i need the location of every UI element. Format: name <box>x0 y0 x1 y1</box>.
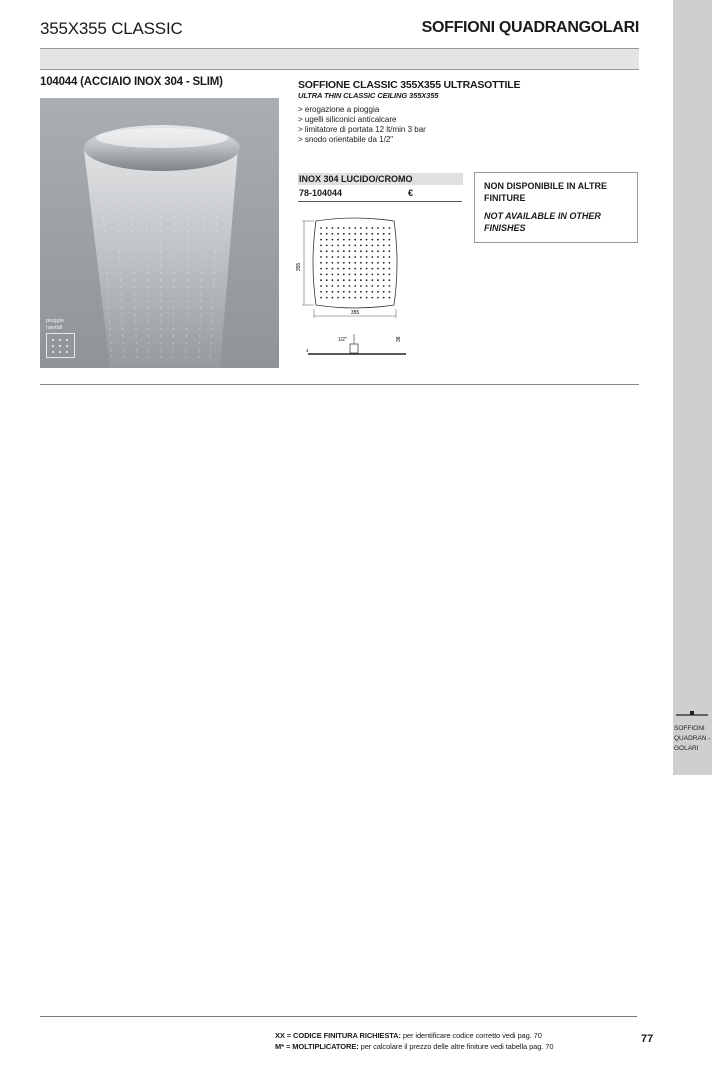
nozzle-dot <box>377 233 379 235</box>
nozzle-dot <box>326 285 328 287</box>
footer-text: per identificare codice corretto vedi pag. 70 <box>400 1031 542 1040</box>
section-divider <box>40 384 639 385</box>
footer-code-m: M* <box>275 1042 284 1051</box>
product-subtitle: ULTRA THIN CLASSIC CEILING 355X355 <box>298 91 439 100</box>
nozzle-dot <box>332 256 334 258</box>
nozzle-dot <box>320 239 322 241</box>
photo-caption <box>46 318 64 332</box>
nozzle-dot <box>371 245 373 247</box>
nozzle-dot <box>360 279 362 281</box>
nozzle-dot <box>371 274 373 276</box>
nozzle-dot <box>343 297 345 299</box>
nozzle-dot <box>326 262 328 264</box>
nozzle-dot <box>366 274 368 276</box>
nozzle-dot <box>320 291 322 293</box>
nozzle-dot <box>332 227 334 229</box>
nozzle-dot <box>326 250 328 252</box>
nozzle-dot <box>360 285 362 287</box>
feature-item: > ugelli siliconici anticalcare <box>298 115 397 124</box>
nozzle-dot <box>332 279 334 281</box>
nozzle-dot <box>337 245 339 247</box>
photo-caption-line: pioggia <box>46 318 64 324</box>
nozzle-dot <box>383 274 385 276</box>
nozzle-dot <box>343 245 345 247</box>
nozzle-dot <box>354 256 356 258</box>
page-number: 77 <box>641 1033 654 1045</box>
nozzle-dot <box>366 245 368 247</box>
nozzle-dot <box>389 250 391 252</box>
nozzle-dot <box>377 256 379 258</box>
nozzle-dot <box>377 279 379 281</box>
nozzle-dot <box>326 279 328 281</box>
nozzle-dot <box>360 256 362 258</box>
nozzle-dot <box>371 250 373 252</box>
nozzle-dot <box>343 256 345 258</box>
nozzle-dot <box>354 291 356 293</box>
thickness-dimension-label: 4 <box>306 348 309 353</box>
nozzle-dot <box>354 233 356 235</box>
nozzle-dot <box>326 256 328 258</box>
nozzle-dot <box>371 285 373 287</box>
footer-label: = MOLTIPLICATORE: <box>283 1042 359 1051</box>
nozzle-dot <box>360 250 362 252</box>
nozzle-dot <box>349 285 351 287</box>
width-dimension-label: 355 <box>350 310 360 316</box>
nozzle-dot <box>343 291 345 293</box>
nozzle-dot <box>366 239 368 241</box>
nozzle-dot <box>389 262 391 264</box>
nozzle-dot <box>326 268 328 270</box>
nozzle-dot <box>371 262 373 264</box>
nozzle-dot <box>377 268 379 270</box>
nozzle-dot <box>354 262 356 264</box>
nozzle-dot <box>332 291 334 293</box>
nozzle-dot <box>326 297 328 299</box>
nozzle-dot <box>332 262 334 264</box>
product-code: 78-104044 <box>299 188 343 198</box>
nozzle-dot <box>349 256 351 258</box>
nozzle-dot <box>326 239 328 241</box>
nozzle-dot <box>320 245 322 247</box>
rainfall-grid-icon <box>46 333 75 358</box>
nozzle-dot <box>366 285 368 287</box>
nozzle-dot <box>389 239 391 241</box>
nozzle-dot <box>389 274 391 276</box>
footer-code-xx: XX <box>275 1031 285 1040</box>
nozzle-dot <box>371 297 373 299</box>
nozzle-dot <box>349 245 351 247</box>
nozzle-dot <box>343 279 345 281</box>
nozzle-dot <box>337 279 339 281</box>
feature-list <box>298 105 426 145</box>
nozzle-dot <box>320 279 322 281</box>
price-currency: € <box>408 188 414 198</box>
nozzle-dot <box>332 274 334 276</box>
nozzle-dot <box>354 268 356 270</box>
nozzle-dot <box>337 250 339 252</box>
footer-note-finish-code <box>275 1031 542 1040</box>
nozzle-dot <box>349 227 351 229</box>
nozzle-dot <box>332 245 334 247</box>
nozzle-dot <box>360 239 362 241</box>
nozzle-dot <box>337 268 339 270</box>
nozzle-dot <box>377 297 379 299</box>
feature-item: > erogazione a pioggia <box>298 105 380 114</box>
nozzle-dot <box>366 268 368 270</box>
thread-dimension-label: 1/2" <box>338 337 347 343</box>
nozzle-dot <box>349 268 351 270</box>
shower-head-icon <box>676 708 708 718</box>
nozzle-dot <box>337 227 339 229</box>
nozzle-dot <box>360 297 362 299</box>
nozzle-dot <box>343 268 345 270</box>
availability-notice <box>474 172 638 243</box>
nozzle-dot <box>371 268 373 270</box>
footer-text: per calcolare il prezzo delle altre finiture vedi tabella pag. 70 <box>358 1042 554 1051</box>
nozzle-dot <box>326 245 328 247</box>
nozzle-dot <box>383 262 385 264</box>
nozzle-dot <box>371 279 373 281</box>
nozzle-dot <box>371 239 373 241</box>
nozzle-dot <box>383 227 385 229</box>
product-code-row <box>298 188 462 202</box>
nozzle-dot <box>377 262 379 264</box>
nozzle-dot <box>349 239 351 241</box>
nozzle-dot <box>320 256 322 258</box>
nozzle-dot <box>389 279 391 281</box>
section-title: SOFFIONI QUADRANGOLARI <box>421 19 639 36</box>
nozzle-dot <box>337 239 339 241</box>
nozzle-dot <box>389 256 391 258</box>
nozzle-dot <box>383 268 385 270</box>
nozzle-dot <box>377 274 379 276</box>
nozzle-dot <box>354 279 356 281</box>
nozzle-dot <box>332 268 334 270</box>
nozzle-dot <box>354 227 356 229</box>
nozzle-dot <box>377 250 379 252</box>
nozzle-dot <box>349 262 351 264</box>
nozzle-dot <box>383 245 385 247</box>
nozzle-dot <box>326 227 328 229</box>
nozzle-dot <box>389 291 391 293</box>
nozzle-dot <box>326 233 328 235</box>
photo-caption-line: rainfall <box>46 325 63 331</box>
nozzle-dot <box>377 285 379 287</box>
nozzle-dot <box>360 291 362 293</box>
nozzle-dot <box>332 233 334 235</box>
nozzle-dot <box>383 256 385 258</box>
nozzle-dot <box>366 233 368 235</box>
nozzle-dot <box>360 227 362 229</box>
product-title: SOFFIONE CLASSIC 355X355 ULTRASOTTILE <box>298 79 521 91</box>
nozzle-dot <box>371 291 373 293</box>
nozzle-dot <box>343 285 345 287</box>
nozzle-dot <box>354 285 356 287</box>
nozzle-dot <box>389 285 391 287</box>
depth-dimension-label: 38 <box>396 336 402 342</box>
nozzle-dot <box>320 250 322 252</box>
nozzle-dot <box>383 279 385 281</box>
nozzle-dot <box>377 291 379 293</box>
nozzle-dot <box>383 285 385 287</box>
nozzle-dot <box>332 285 334 287</box>
nozzle-dot <box>349 274 351 276</box>
nozzle-dot <box>366 262 368 264</box>
product-sku-title: 104044 (ACCIAIO INOX 304 - SLIM) <box>40 76 223 88</box>
nozzle-dot <box>320 233 322 235</box>
nozzle-dot <box>366 227 368 229</box>
header-band <box>40 48 639 70</box>
nozzle-dot <box>343 250 345 252</box>
nozzle-dot <box>354 250 356 252</box>
nozzle-dot <box>337 233 339 235</box>
finish-header: INOX 304 LUCIDO/CROMO <box>298 173 463 185</box>
nozzle-dot <box>371 256 373 258</box>
nozzle-dot <box>320 297 322 299</box>
nozzle-dot <box>383 250 385 252</box>
nozzle-dot <box>326 291 328 293</box>
nozzle-dot <box>343 274 345 276</box>
nozzle-dot <box>383 297 385 299</box>
notice-italian: NON DISPONIBILE IN ALTRE FINITURE <box>484 181 608 203</box>
nozzle-dot <box>383 233 385 235</box>
nozzle-dot <box>337 285 339 287</box>
feature-item: > limitatore di portata 12 lt/min 3 bar <box>298 125 426 134</box>
nozzle-dot <box>366 297 368 299</box>
product-photo <box>40 98 279 368</box>
nozzle-dot <box>389 245 391 247</box>
nozzle-dot <box>332 297 334 299</box>
nozzle-dot <box>383 239 385 241</box>
nozzle-dot <box>389 233 391 235</box>
nozzle-dot <box>320 274 322 276</box>
technical-drawing-top-view <box>294 213 414 323</box>
nozzle-dot <box>366 250 368 252</box>
nozzle-dot <box>360 268 362 270</box>
nozzle-dot <box>343 233 345 235</box>
nozzle-dot <box>343 262 345 264</box>
nozzle-dot <box>332 239 334 241</box>
nozzle-dot <box>383 291 385 293</box>
nozzle-dot <box>326 274 328 276</box>
feature-item: > snodo orientabile da 1/2" <box>298 135 394 144</box>
nozzle-dot <box>349 250 351 252</box>
nozzle-dot <box>366 279 368 281</box>
nozzle-dot <box>343 227 345 229</box>
nozzle-dot <box>360 262 362 264</box>
nozzle-dot <box>349 233 351 235</box>
nozzle-dot <box>360 245 362 247</box>
nozzle-dot <box>366 291 368 293</box>
nozzle-dot <box>389 268 391 270</box>
page-title: 355X355 CLASSIC <box>40 19 183 38</box>
nozzle-dot <box>371 227 373 229</box>
notice-english: NOT AVAILABLE IN OTHER FINISHES <box>484 211 601 233</box>
side-tab-label-line: QUADRAN - <box>674 735 711 742</box>
nozzle-dot <box>349 291 351 293</box>
nozzle-dot <box>360 274 362 276</box>
nozzle-dot <box>354 297 356 299</box>
nozzle-dot <box>377 245 379 247</box>
nozzle-dot <box>389 297 391 299</box>
nozzle-dot <box>354 245 356 247</box>
nozzle-dot <box>354 274 356 276</box>
height-dimension-label: 355 <box>296 262 302 272</box>
footer-label: = CODICE FINITURA RICHIESTA: <box>284 1031 401 1040</box>
side-tab-label-line: GOLARI <box>674 745 699 752</box>
section-side-tab <box>673 0 712 775</box>
nozzle-dot <box>320 262 322 264</box>
nozzle-dot <box>349 297 351 299</box>
nozzle-dot <box>360 233 362 235</box>
nozzle-dot <box>320 285 322 287</box>
nozzle-dot <box>320 268 322 270</box>
nozzle-dot <box>337 291 339 293</box>
side-tab-label <box>674 724 712 754</box>
footer-divider <box>40 1016 637 1017</box>
nozzle-dot <box>343 239 345 241</box>
nozzle-dot <box>337 262 339 264</box>
technical-drawing-side-view <box>302 332 414 364</box>
nozzle-dot <box>389 227 391 229</box>
rain-shower-image <box>40 98 279 368</box>
nozzle-dot <box>337 256 339 258</box>
nozzle-dot <box>377 239 379 241</box>
side-tab-label-line: SOFFIONI <box>674 725 705 732</box>
nozzle-dot <box>366 256 368 258</box>
nozzle-dot <box>337 297 339 299</box>
footer-note-multiplier <box>275 1042 553 1051</box>
nozzle-dot <box>320 227 322 229</box>
nozzle-dot <box>332 250 334 252</box>
nozzle-dot <box>349 279 351 281</box>
nozzle-dot <box>377 227 379 229</box>
nozzle-dot <box>354 239 356 241</box>
nozzle-dot <box>371 233 373 235</box>
nozzle-dot <box>337 274 339 276</box>
